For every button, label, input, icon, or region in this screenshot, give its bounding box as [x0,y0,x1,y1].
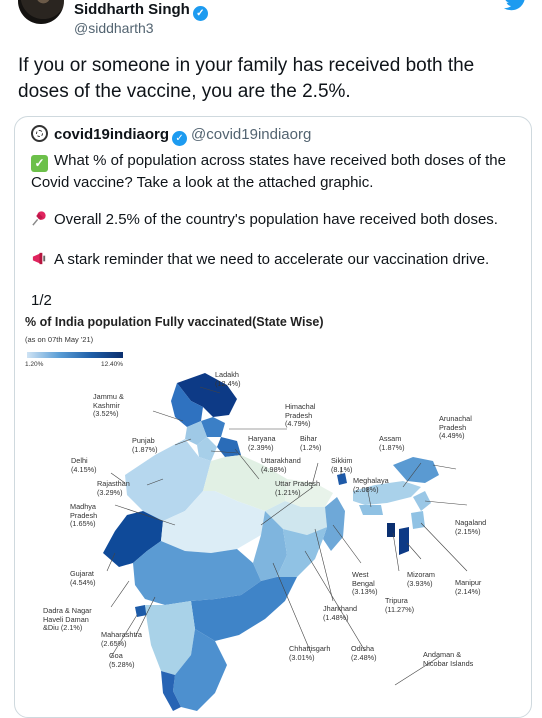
quote-paragraph-2-text: Overall 2.5% of the country's population have received both doses. [54,211,498,228]
map-region-nagaland [413,491,431,511]
legend-max-label: 12.40% [101,361,124,368]
quote-paragraph-3-text: A stark reminder that we need to accelerate our vaccination drive. [54,251,490,268]
label-himachal-pradesh: Himachal Pradesh (4.79%) [285,402,316,428]
map-region-tripura [387,523,395,537]
label-jharkhand: Jharkhand (1.48%) [323,604,358,622]
megaphone-icon [31,250,48,267]
quote-paragraph-4: 1/2 [31,292,52,309]
label-ladakh: Ladakh (12.4%) [215,370,241,388]
graphic-subtitle: (as on 07th May '21) [25,335,94,344]
label-nagaland: Nagaland (2.15%) [455,518,487,536]
label-manipur: Manipur (2.14%) [455,578,482,596]
quote-paragraph-1 [31,150,529,194]
quote-paragraph-3 [31,249,529,271]
quote-author-handle[interactable]: @covid19indiaorg [191,126,312,143]
quote-avatar-icon[interactable] [31,125,48,142]
label-madhya-pradesh: Madhya Pradesh (1.65%) [70,502,98,528]
map-region-uttarakhand [217,437,241,457]
quote-header[interactable] [31,125,311,146]
map-region-sikkim [337,473,347,485]
label-jammu-kashmir: Jammu & Kashmir (3.52%) [93,392,124,418]
label-chhattisgarh: Chhattisgarh (3.01%) [289,644,331,662]
label-tripura: Tripura (11.27%) [385,596,415,614]
label-rajasthan: Rajasthan (3.29%) [97,479,130,497]
quoted-tweet-card[interactable] [14,116,532,718]
label-maharashtra: Maharashtra (2.65%) [101,630,142,648]
tweet-text: If you or someone in your family has received both the doses of the vaccine, you are the 2.5%. [18,55,475,102]
vaccination-graphic[interactable] [15,315,531,715]
map-region-manipur [411,511,425,529]
twitter-bird-icon [504,0,528,12]
label-delhi: Delhi (4.15%) [71,456,97,474]
quote-author-name[interactable]: covid19indiaorg [54,126,170,143]
graphic-title: % of India population Fully vaccinated(State Wise) [25,315,324,329]
label-bihar: Bihar (1.2%) [300,434,322,452]
label-haryana: Haryana (2.39%) [248,434,276,452]
label-dadra-nagar-haveli: Dadra & Nagar Haveli Daman &Diu (2.1%) [43,606,92,632]
label-odisha: Odisha (2.48%) [351,644,377,662]
quote-paragraph-1-text: What % of population across states have received both doses of the Covid vaccine? Take a look at the attached graphic. [31,152,506,191]
label-meghalaya: Meghalaya (2.08%) [353,476,389,494]
label-gujarat: Gujarat (4.54%) [70,569,96,587]
label-punjab: Punjab (1.87%) [132,436,158,454]
legend-min-label: 1.20% [25,361,44,368]
author-name[interactable] [74,1,208,21]
label-uttarakhand: Uttarakhand (4.98%) [261,456,301,474]
author-avatar[interactable] [18,0,64,24]
map-region-mizoram [399,527,409,555]
label-andaman-nicobar: Andaman & Nicobar Islands [423,650,474,668]
label-sikkim: Sikkim (8.1%) [331,456,353,474]
verified-badge-icon: ✓ [193,6,208,21]
quote-paragraph-2 [31,209,529,231]
label-assam: Assam (1.87%) [379,434,405,452]
check-mark-icon: ✓ [31,155,48,172]
label-mizoram: Mizoram (3.93%) [407,570,435,588]
pushpin-icon [31,210,48,227]
author-handle[interactable]: @siddharth3 [74,20,154,36]
label-arunachal-pradesh: Arunachal Pradesh (4.49%) [439,414,472,440]
label-west-bengal: West Bengal (3.13%) [352,570,378,596]
author-name-text[interactable]: Siddharth Singh [74,1,190,18]
label-goa: Goa (5.28%) [109,651,135,669]
verified-badge-icon: ✓ [172,131,187,146]
label-uttar-pradesh: Uttar Pradesh (1.21%) [275,479,321,497]
